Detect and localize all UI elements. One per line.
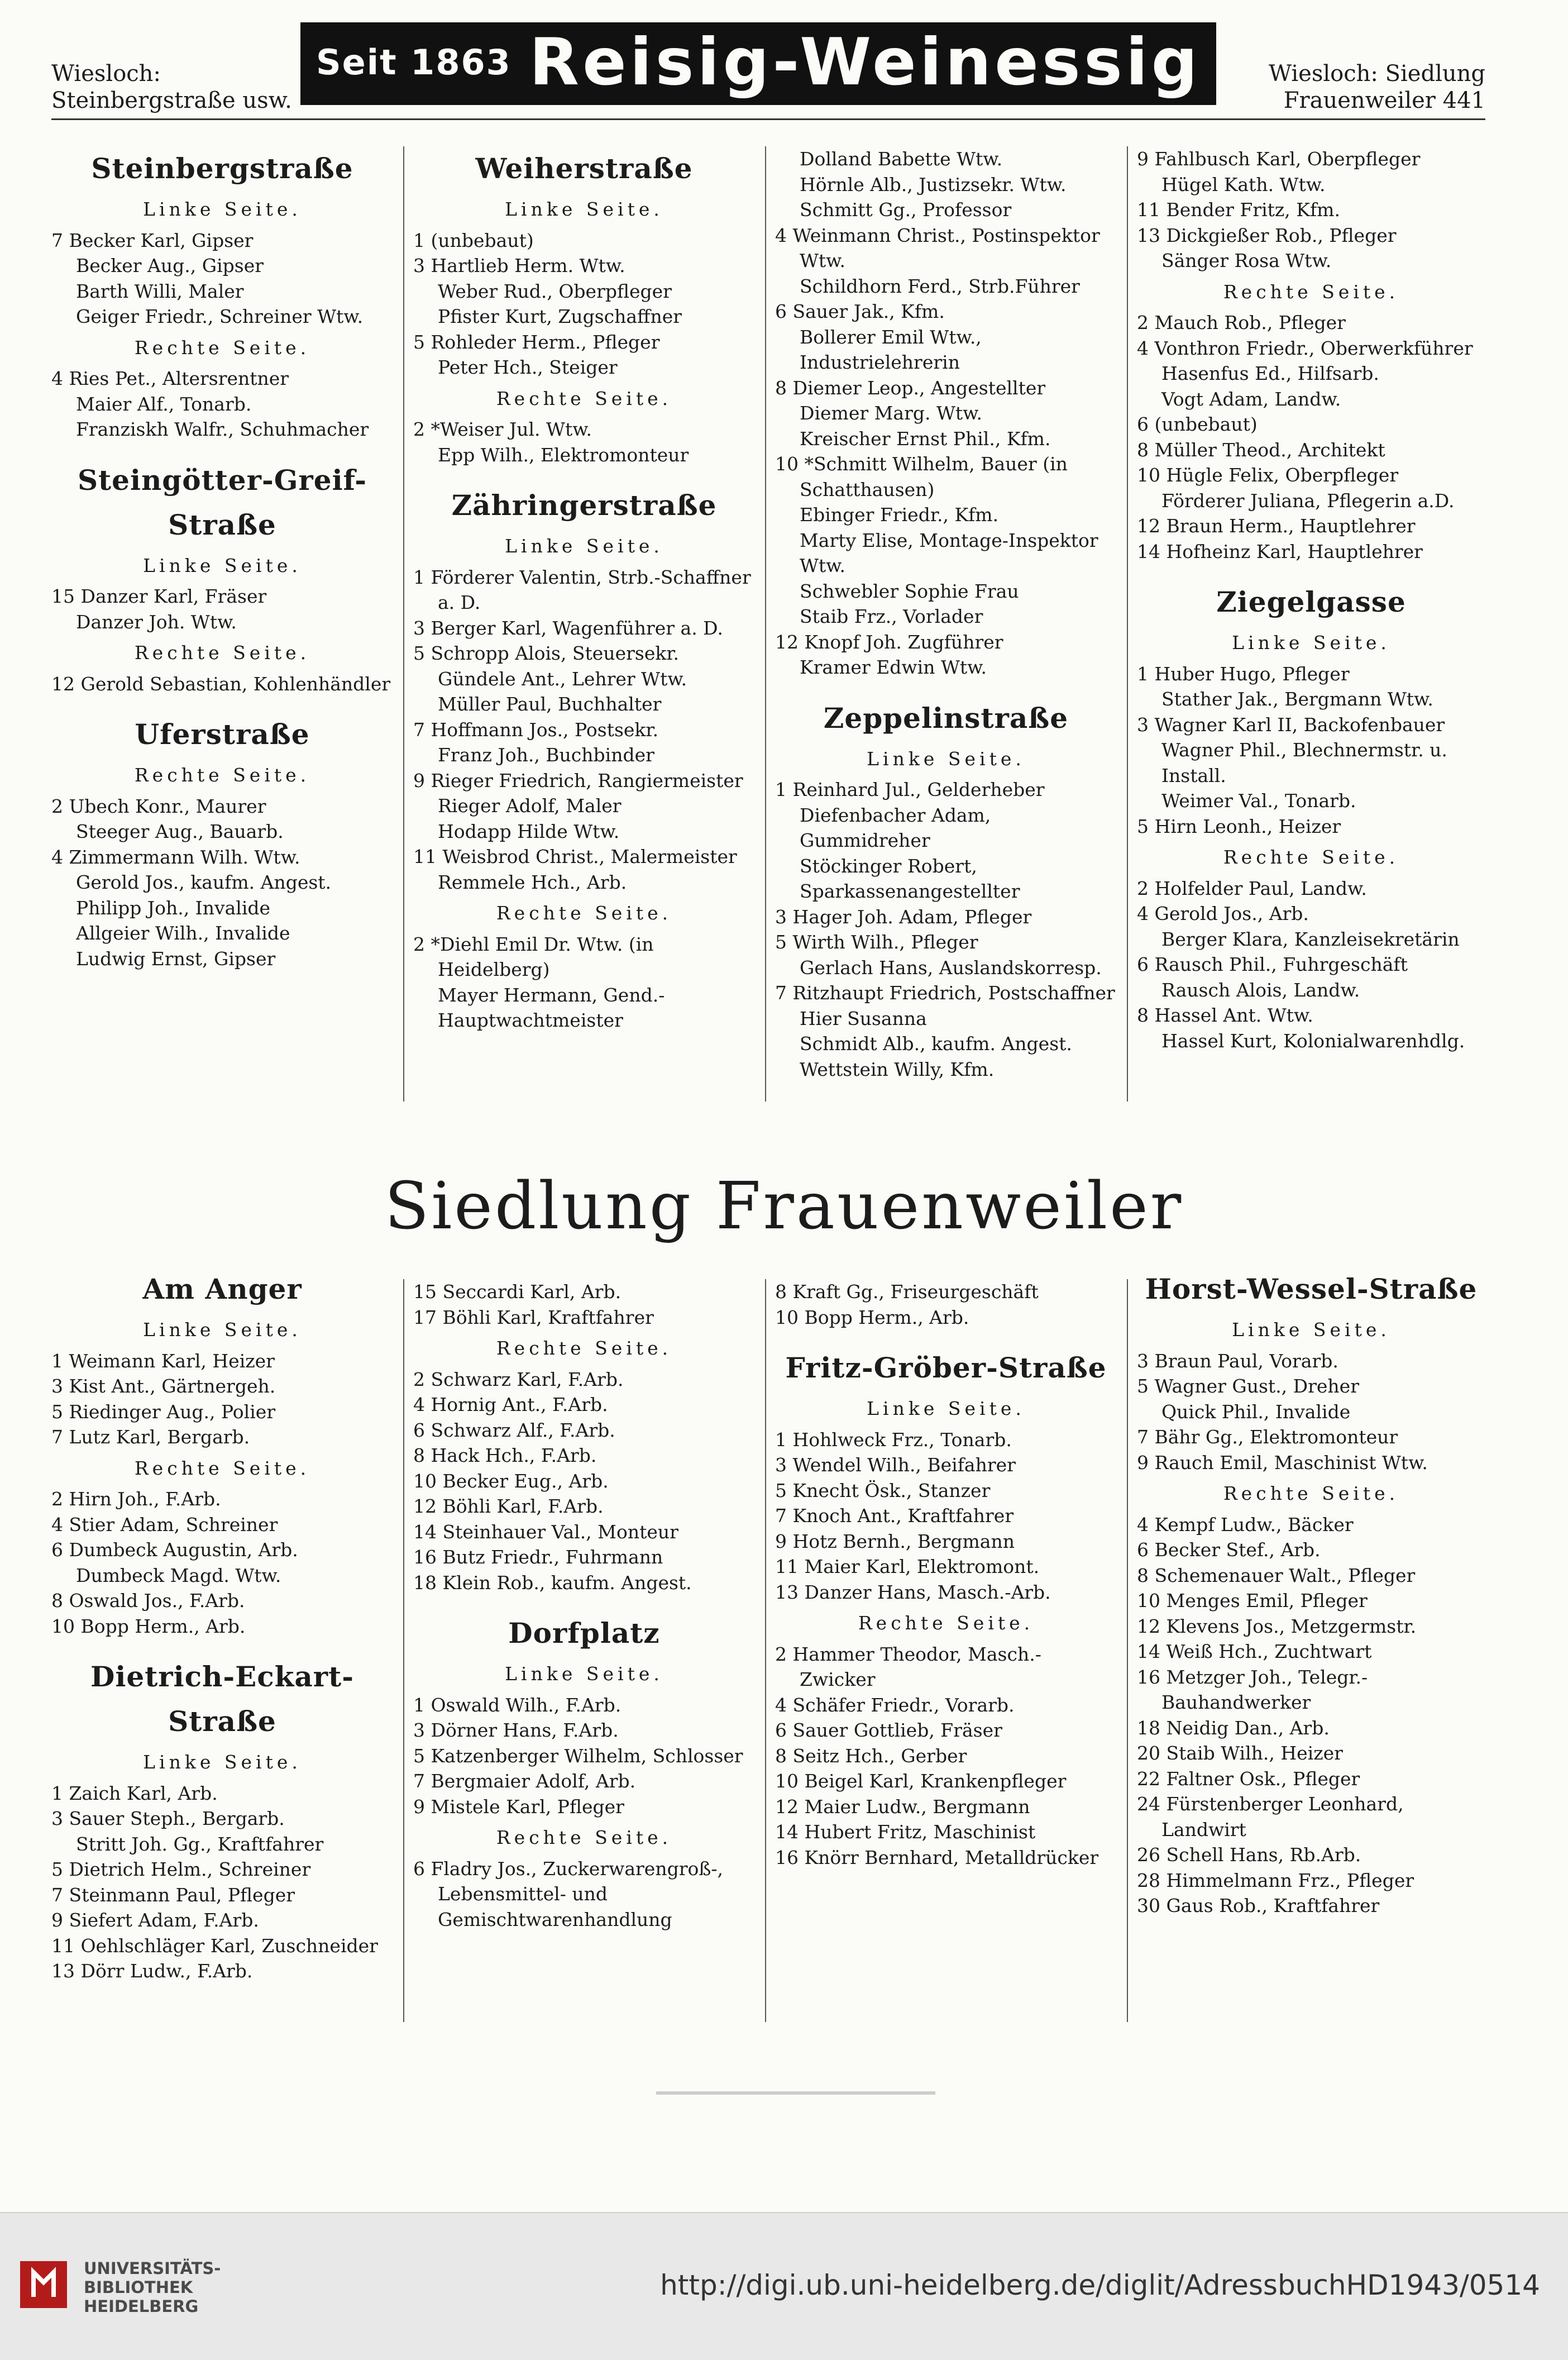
side-heading: Rechte Seite.: [858, 1612, 1034, 1634]
resident-entry: Stritt Joh. Gg., Kraftfahrer: [76, 1833, 324, 1855]
numbered-entry: 20 Staib Wilh., Heizer: [1137, 1742, 1343, 1764]
numbered-entry: 17 Böhli Karl, Kraftfahrer: [413, 1306, 654, 1328]
numbered-entry: 6 Fladry Jos., Zuckerwarengroß-, Lebensmittel- und Gemischtwarenhandlung: [413, 1857, 724, 1930]
numbered-entry: 5 Riedinger Aug., Polier: [51, 1400, 276, 1423]
resident-entry: Peter Hch., Steiger: [438, 356, 618, 378]
library-logo-line: HEIDELBERG: [84, 2297, 199, 2316]
numbered-entry: 9 Hotz Bernh., Bergmann: [775, 1530, 1015, 1552]
resident-entry: Schmidt Alb., kaufm. Angest.: [800, 1033, 1072, 1055]
resident-entry: Barth Willi, Maler: [76, 280, 244, 302]
numbered-entry: 2 Hammer Theodor, Masch.-Zwicker: [775, 1643, 1041, 1690]
numbered-entry: 11 Weisbrod Christ., Malermeister: [413, 846, 737, 867]
resident-entry: Allgeier Wilh., Invalide: [76, 922, 290, 944]
numbered-entry: 7 Lutz Karl, Bergarb.: [51, 1426, 250, 1448]
street-heading: Zeppelinstraße: [823, 701, 1069, 735]
numbered-entry: 12 Braun Herm., Hauptlehrer: [1137, 515, 1416, 537]
numbered-entry: 10 Bopp Herm., Arb.: [51, 1615, 246, 1637]
numbered-entry: 8 Hassel Ant. Wtw.: [1137, 1004, 1313, 1026]
numbered-entry: 3 Hartlieb Herm. Wtw.: [413, 255, 625, 276]
numbered-entry: 10 *Schmitt Wilhelm, Bauer (in Schatthausen): [775, 453, 1068, 500]
numbered-entry: 13 Danzer Hans, Masch.-Arb.: [775, 1581, 1051, 1603]
street-heading: Uferstraße: [135, 718, 310, 751]
numbered-entry: 4 Gerold Jos., Arb.: [1137, 903, 1309, 924]
numbered-entry: 24 Fürstenberger Leonhard, Landwirt: [1137, 1793, 1404, 1841]
numbered-entry: 5 Rohleder Herm., Pfleger: [413, 331, 660, 353]
side-heading: Rechte Seite.: [134, 642, 310, 664]
street-heading: Horst-Wessel-Straße: [1145, 1272, 1478, 1305]
side-heading: Rechte Seite.: [1223, 846, 1399, 868]
numbered-entry: 3 Berger Karl, Wagenführer a. D.: [413, 617, 723, 639]
resident-entry: Gerold Jos., kaufm. Angest.: [76, 871, 332, 893]
side-heading: Linke Seite.: [143, 1319, 302, 1341]
source-url-link[interactable]: http://digi.ub.uni-heidelberg.de/diglit/AdressbuchHD1943/0514: [660, 2269, 1540, 2301]
numbered-entry: 1 Zaich Karl, Arb.: [51, 1782, 218, 1804]
side-heading: Linke Seite.: [143, 1751, 302, 1773]
numbered-entry: 10 Bopp Herm., Arb.: [775, 1306, 969, 1328]
numbered-entry: 5 Katzenberger Wilhelm, Schlosser: [413, 1744, 743, 1767]
numbered-entry: 8 Oswald Jos., F.Arb.: [51, 1590, 245, 1612]
numbered-entry: 12 Klevens Jos., Metzgermstr.: [1137, 1615, 1417, 1637]
running-head-right-line2: Frauenweiler 441: [1283, 88, 1485, 113]
resident-entry: Becker Aug., Gipser: [76, 255, 264, 276]
street-heading: Dorfplatz: [508, 1617, 660, 1649]
numbered-entry: 30 Gaus Rob., Kraftfahrer: [1137, 1895, 1380, 1916]
resident-entry: Dolland Babette Wtw.: [800, 148, 1003, 170]
numbered-entry: 2 *Weiser Jul. Wtw.: [413, 418, 592, 440]
advertisement-banner: [300, 22, 1216, 105]
numbered-entry: 3 Sauer Steph., Bergarb.: [51, 1808, 285, 1829]
resident-entry: Dumbeck Magd. Wtw.: [76, 1564, 281, 1586]
numbered-entry: 8 Diemer Leop., Angestellter: [775, 376, 1046, 399]
resident-entry: Weber Rud., Oberpfleger: [438, 280, 672, 302]
numbered-entry: 13 Dickgießer Rob., Pfleger: [1137, 224, 1397, 246]
resident-entry: Hügel Kath. Wtw.: [1161, 173, 1326, 196]
bottom-column-4: [1137, 1267, 1485, 1919]
resident-entry: Müller Paul, Buchhalter: [438, 693, 662, 715]
numbered-entry: 6 (unbebaut): [1137, 413, 1258, 435]
library-logo-text: [84, 2259, 221, 2316]
numbered-entry: 9 Fahlbusch Karl, Oberpfleger: [1137, 148, 1421, 170]
numbered-entry: 4 Zimmermann Wilh. Wtw.: [51, 846, 300, 868]
resident-entry: Wagner Phil., Blechnermstr. u. Install.: [1161, 739, 1447, 786]
resident-entry: Ebinger Friedr., Kfm.: [800, 504, 999, 526]
numbered-entry: 6 Rausch Phil., Fuhrgeschäft: [1137, 953, 1408, 975]
numbered-entry: 4 Hornig Ant., F.Arb.: [413, 1394, 608, 1415]
numbered-entry: 3 Braun Paul, Vorarb.: [1137, 1350, 1338, 1372]
numbered-entry: 6 Dumbeck Augustin, Arb.: [51, 1539, 298, 1561]
university-library-logo-icon: [17, 2258, 70, 2311]
side-heading: Rechte Seite.: [496, 902, 672, 924]
numbered-entry: 7 Hoffmann Jos., Postsekr.: [413, 718, 659, 741]
numbered-entry: 18 Klein Rob., kaufm. Angest.: [413, 1571, 692, 1594]
side-heading: Rechte Seite.: [1223, 1482, 1399, 1504]
side-heading: Rechte Seite.: [134, 764, 310, 786]
numbered-entry: 1 Weimann Karl, Heizer: [51, 1350, 275, 1372]
top-column-2: [413, 146, 755, 1033]
resident-entry: Mayer Hermann, Gend.-Hauptwachtmeister: [438, 984, 665, 1031]
numbered-entry: 14 Hofheinz Karl, Hauptlehrer: [1137, 540, 1423, 562]
numbered-entry: 2 Hirn Joh., F.Arb.: [51, 1488, 221, 1510]
side-heading: Rechte Seite.: [134, 336, 310, 359]
numbered-entry: 5 Hirn Leonh., Heizer: [1137, 815, 1341, 837]
numbered-entry: 6 Becker Stef., Arb.: [1137, 1539, 1321, 1561]
numbered-entry: 10 Hügle Felix, Oberpfleger: [1137, 464, 1399, 486]
side-heading: Rechte Seite.: [134, 1457, 310, 1479]
numbered-entry: 5 Dietrich Helm., Schreiner: [51, 1858, 311, 1880]
resident-entry: Hasenfus Ed., Hilfsarb.: [1161, 363, 1379, 384]
resident-entry: Sänger Rosa Wtw.: [1161, 250, 1332, 271]
numbered-entry: 16 Metzger Joh., Telegr.-Bauhandwerker: [1137, 1666, 1368, 1713]
running-head-right: [1269, 60, 1485, 114]
running-head-left-line1: Wiesloch:: [51, 61, 161, 87]
side-heading: Rechte Seite.: [496, 1827, 672, 1848]
resident-entry: Rausch Alois, Landw.: [1161, 979, 1360, 1001]
numbered-entry: 3 Dörner Hans, F.Arb.: [413, 1719, 619, 1741]
side-heading: Linke Seite.: [505, 198, 663, 220]
column-divider: [1127, 146, 1128, 1102]
numbered-entry: 3 Wagner Karl II, Backofenbauer: [1137, 713, 1445, 736]
street-heading: Dietrich-Eckart-Straße: [90, 1660, 354, 1738]
numbered-entry: 15 Seccardi Karl, Arb.: [413, 1281, 622, 1303]
column-divider: [765, 146, 766, 1102]
numbered-entry: 14 Weiß Hch., Zuchtwart: [1137, 1641, 1372, 1662]
running-head-right-line1: Wiesloch: Siedlung: [1268, 61, 1485, 87]
side-heading: Linke Seite.: [1232, 1319, 1390, 1341]
running-head-left: [51, 60, 292, 114]
resident-entry: Danzer Joh. Wtw.: [76, 611, 237, 633]
numbered-entry: 14 Steinhauer Val., Monteur: [413, 1520, 678, 1543]
numbered-entry: 1 Hohlweck Frz., Tonarb.: [775, 1428, 1012, 1451]
library-logo-line: BIBLIOTHEK: [84, 2278, 193, 2297]
side-heading: Linke Seite.: [505, 1663, 663, 1685]
street-heading: Zähringerstraße: [451, 489, 717, 522]
numbered-entry: 5 Wirth Wilh., Pfleger: [775, 931, 978, 953]
resident-entry: Hörnle Alb., Justizsekr. Wtw.: [800, 173, 1067, 196]
numbered-entry: 8 Müller Theod., Architekt: [1137, 438, 1385, 461]
resident-entry: Maier Alf., Tonarb.: [76, 393, 252, 415]
numbered-entry: 4 Schäfer Friedr., Vorarb.: [775, 1694, 1015, 1716]
numbered-entry: 9 Siefert Adam, F.Arb.: [51, 1909, 259, 1931]
side-heading: Linke Seite.: [143, 554, 302, 576]
numbered-entry: 7 Bergmaier Adolf, Arb.: [413, 1770, 636, 1792]
numbered-entry: 11 Maier Karl, Elektromont.: [775, 1556, 1040, 1577]
resident-entry: Bollerer Emil Wtw., Industrielehrerin: [800, 326, 982, 373]
resident-entry: Hier Susanna: [800, 1007, 927, 1029]
resident-entry: Franziskh Walfr., Schuhmacher: [76, 418, 369, 440]
numbered-entry: 18 Neidig Dan., Arb.: [1137, 1717, 1330, 1739]
numbered-entry: 14 Hubert Fritz, Maschinist: [775, 1821, 1036, 1843]
resident-entry: Diemer Marg. Wtw.: [800, 402, 982, 424]
resident-entry: Schwebler Sophie Frau: [800, 580, 1019, 602]
numbered-entry: 28 Himmelmann Frz., Pfleger: [1137, 1869, 1414, 1891]
resident-entry: Berger Klara, Kanzleisekretärin: [1161, 928, 1460, 950]
resident-entry: Diefenbacher Adam, Gummidreher: [800, 804, 991, 851]
resident-entry: Weimer Val., Tonarb.: [1161, 790, 1356, 812]
numbered-entry: 7 Knoch Ant., Kraftfahrer: [775, 1505, 1014, 1527]
resident-entry: Remmele Hch., Arb.: [438, 871, 627, 893]
resident-entry: Geiger Friedr., Schreiner Wtw.: [76, 306, 364, 327]
numbered-entry: 10 Menges Emil, Pfleger: [1137, 1590, 1368, 1612]
numbered-entry: 8 Seitz Hch., Gerber: [775, 1744, 967, 1767]
banner-since-text: Seit 1863: [316, 41, 511, 83]
bottom-column-1: [51, 1267, 393, 1984]
numbered-entry: 6 Sauer Gottlieb, Fräser: [775, 1719, 1002, 1741]
side-heading: Rechte Seite.: [496, 1337, 672, 1359]
column-divider: [403, 146, 404, 1102]
numbered-entry: 2 Mauch Rob., Pfleger: [1137, 312, 1346, 333]
resident-entry: Ludwig Ernst, Gipser: [76, 947, 276, 970]
street-heading: Ziegelgasse: [1216, 585, 1406, 618]
resident-entry: Förderer Juliana, Pflegerin a.D.: [1161, 489, 1455, 512]
numbered-entry: 22 Faltner Osk., Pfleger: [1137, 1767, 1360, 1790]
resident-entry: Hassel Kurt, Kolonialwarenhdlg.: [1161, 1029, 1465, 1052]
numbered-entry: 2 Schwarz Karl, F.Arb.: [413, 1368, 624, 1390]
numbered-entry: 8 Kraft Gg., Friseurgeschäft: [775, 1281, 1039, 1303]
numbered-entry: 4 Stier Adam, Schreiner: [51, 1513, 278, 1536]
resident-entry: Epp Wilh., Elektromonteur: [438, 444, 689, 466]
numbered-entry: 2 Holfelder Paul, Landw.: [1137, 877, 1367, 899]
resident-entry: Staib Frz., Vorlader: [800, 606, 983, 627]
resident-entry: Steeger Aug., Bauarb.: [76, 821, 284, 842]
numbered-entry: 16 Butz Friedr., Fuhrmann: [413, 1546, 663, 1568]
numbered-entry: 1 Huber Hugo, Pfleger: [1137, 662, 1350, 685]
numbered-entry: 9 Mistele Karl, Pfleger: [413, 1795, 624, 1818]
resident-entry: Kreischer Ernst Phil., Kfm.: [800, 427, 1051, 450]
resident-entry: Pfister Kurt, Zugschaffner: [438, 306, 682, 327]
resident-entry: Hodapp Hilde Wtw.: [438, 820, 620, 842]
numbered-entry: 9 Rauch Emil, Maschinist Wtw.: [1137, 1451, 1428, 1474]
numbered-entry: 1 Oswald Wilh., F.Arb.: [413, 1694, 622, 1716]
top-column-3: [775, 146, 1117, 1082]
numbered-entry: 16 Knörr Bernhard, Metalldrücker: [775, 1846, 1099, 1868]
numbered-entry: 3 Wendel Wilh., Beifahrer: [775, 1454, 1016, 1476]
resident-entry: Schildhorn Ferd., Strb.Führer: [800, 275, 1080, 297]
numbered-entry: 1 Förderer Valentin, Strb.-Schaffner a. D.: [413, 566, 751, 613]
numbered-entry: 7 Ritzhaupt Friedrich, Postschaffner: [775, 982, 1115, 1004]
numbered-entry: 12 Knopf Joh. Zugführer: [775, 631, 1003, 653]
numbered-entry: 6 Sauer Jak., Kfm.: [775, 301, 945, 322]
numbered-entry: 6 Schwarz Alf., F.Arb.: [413, 1419, 615, 1441]
numbered-entry: 10 Beigel Karl, Krankenpfleger: [775, 1770, 1067, 1792]
numbered-entry: 12 Gerold Sebastian, Kohlenhändler: [51, 673, 391, 695]
library-footer: [0, 2212, 1568, 2360]
numbered-entry: 2 Ubech Konr., Maurer: [51, 795, 266, 817]
bottom-column-2: [413, 1279, 755, 1932]
numbered-entry: 9 Rieger Friedrich, Rangiermeister: [413, 769, 743, 792]
resident-entry: Kramer Edwin Wtw.: [800, 656, 987, 678]
resident-entry: Vogt Adam, Landw.: [1161, 388, 1341, 410]
banner-brand-text: Reisig-Weinessig: [529, 24, 1201, 100]
resident-entry: Philipp Joh., Invalide: [76, 897, 271, 919]
side-heading: Rechte Seite.: [496, 387, 672, 409]
numbered-entry: 5 Wagner Gust., Dreher: [1137, 1375, 1359, 1397]
numbered-entry: 2 *Diehl Emil Dr. Wtw. (in Heidelberg): [413, 933, 654, 980]
numbered-entry: 10 Becker Eug., Arb.: [413, 1470, 609, 1492]
closing-rule: [656, 2092, 935, 2094]
numbered-entry: 4 Ries Pet., Altersrentner: [51, 368, 289, 389]
column-divider: [765, 1279, 766, 2022]
side-heading: Linke Seite.: [867, 1398, 1025, 1419]
numbered-entry: 11 Bender Fritz, Kfm.: [1137, 199, 1340, 221]
header-rule: [51, 118, 1485, 120]
numbered-entry: 5 Schropp Alois, Steuersekr.: [413, 642, 679, 664]
street-heading: Fritz-Gröber-Straße: [785, 1351, 1107, 1384]
top-column-1: [51, 146, 393, 971]
numbered-entry: 7 Becker Karl, Gipser: [51, 229, 254, 251]
side-heading: Linke Seite.: [867, 747, 1025, 770]
numbered-entry: 3 Kist Ant., Gärtnergeh.: [51, 1375, 276, 1397]
resident-entry: Gerlach Hans, Auslandskorresp.: [800, 956, 1102, 979]
side-heading: Rechte Seite.: [1223, 280, 1399, 303]
numbered-entry: 1 (unbebaut): [413, 229, 534, 251]
column-divider: [403, 1279, 404, 2022]
numbered-entry: 26 Schell Hans, Rb.Arb.: [1137, 1844, 1361, 1866]
street-heading: Steingötter-Greif-Straße: [77, 463, 367, 541]
resident-entry: Marty Elise, Montage-Inspektor Wtw.: [800, 529, 1098, 576]
resident-entry: Rieger Adolf, Maler: [438, 795, 622, 817]
section-title: Siedlung Frauenweiler: [384, 1169, 1184, 1244]
street-heading: Weiherstraße: [475, 152, 693, 185]
top-column-4: [1137, 146, 1485, 1053]
resident-entry: Wettstein Willy, Kfm.: [800, 1058, 995, 1080]
numbered-entry: 4 Kempf Ludw., Bäcker: [1137, 1513, 1354, 1536]
numbered-entry: 8 Hack Hch., F.Arb.: [413, 1444, 597, 1466]
column-divider: [1127, 1279, 1128, 2022]
numbered-entry: 7 Steinmann Paul, Pfleger: [51, 1884, 295, 1906]
side-heading: Linke Seite.: [1232, 632, 1390, 654]
resident-entry: Quick Phil., Invalide: [1161, 1400, 1351, 1423]
numbered-entry: 8 Schemenauer Walt., Pfleger: [1137, 1564, 1416, 1586]
numbered-entry: 4 Weinmann Christ., Postinspektor Wtw.: [775, 224, 1100, 271]
numbered-entry: 4 Vonthron Friedr., Oberwerkführer: [1137, 337, 1473, 359]
numbered-entry: 3 Hager Joh. Adam, Pfleger: [775, 905, 1032, 928]
resident-entry: Gündele Ant., Lehrer Wtw.: [438, 668, 687, 690]
resident-entry: Stather Jak., Bergmann Wtw.: [1161, 688, 1433, 710]
numbered-entry: 13 Dörr Ludw., F.Arb.: [51, 1960, 253, 1982]
side-heading: Linke Seite.: [143, 198, 302, 220]
bottom-column-3: [775, 1279, 1117, 1870]
numbered-entry: 15 Danzer Karl, Fräser: [51, 585, 267, 607]
side-heading: Linke Seite.: [505, 535, 663, 557]
resident-entry: Schmitt Gg., Professor: [800, 199, 1012, 221]
resident-entry: Franz Joh., Buchbinder: [438, 744, 654, 766]
numbered-entry: 12 Maier Ludw., Bergmann: [775, 1795, 1030, 1818]
library-logo-line: UNIVERSITÄTS-: [84, 2259, 221, 2278]
street-heading: Steinbergstraße: [91, 152, 353, 185]
resident-entry: Stöckinger Robert, Sparkassenangestellter: [800, 855, 1020, 902]
numbered-entry: 1 Reinhard Jul., Gelderheber: [775, 779, 1045, 800]
street-heading: Am Anger: [142, 1272, 302, 1305]
numbered-entry: 5 Knecht Ösk., Stanzer: [775, 1479, 991, 1501]
numbered-entry: 11 Oehlschläger Karl, Zuschneider: [51, 1934, 378, 1957]
running-head-left-line2: Steinbergstraße usw.: [51, 88, 292, 113]
numbered-entry: 7 Bähr Gg., Elektromonteur: [1137, 1426, 1398, 1448]
numbered-entry: 12 Böhli Karl, F.Arb.: [413, 1495, 604, 1517]
